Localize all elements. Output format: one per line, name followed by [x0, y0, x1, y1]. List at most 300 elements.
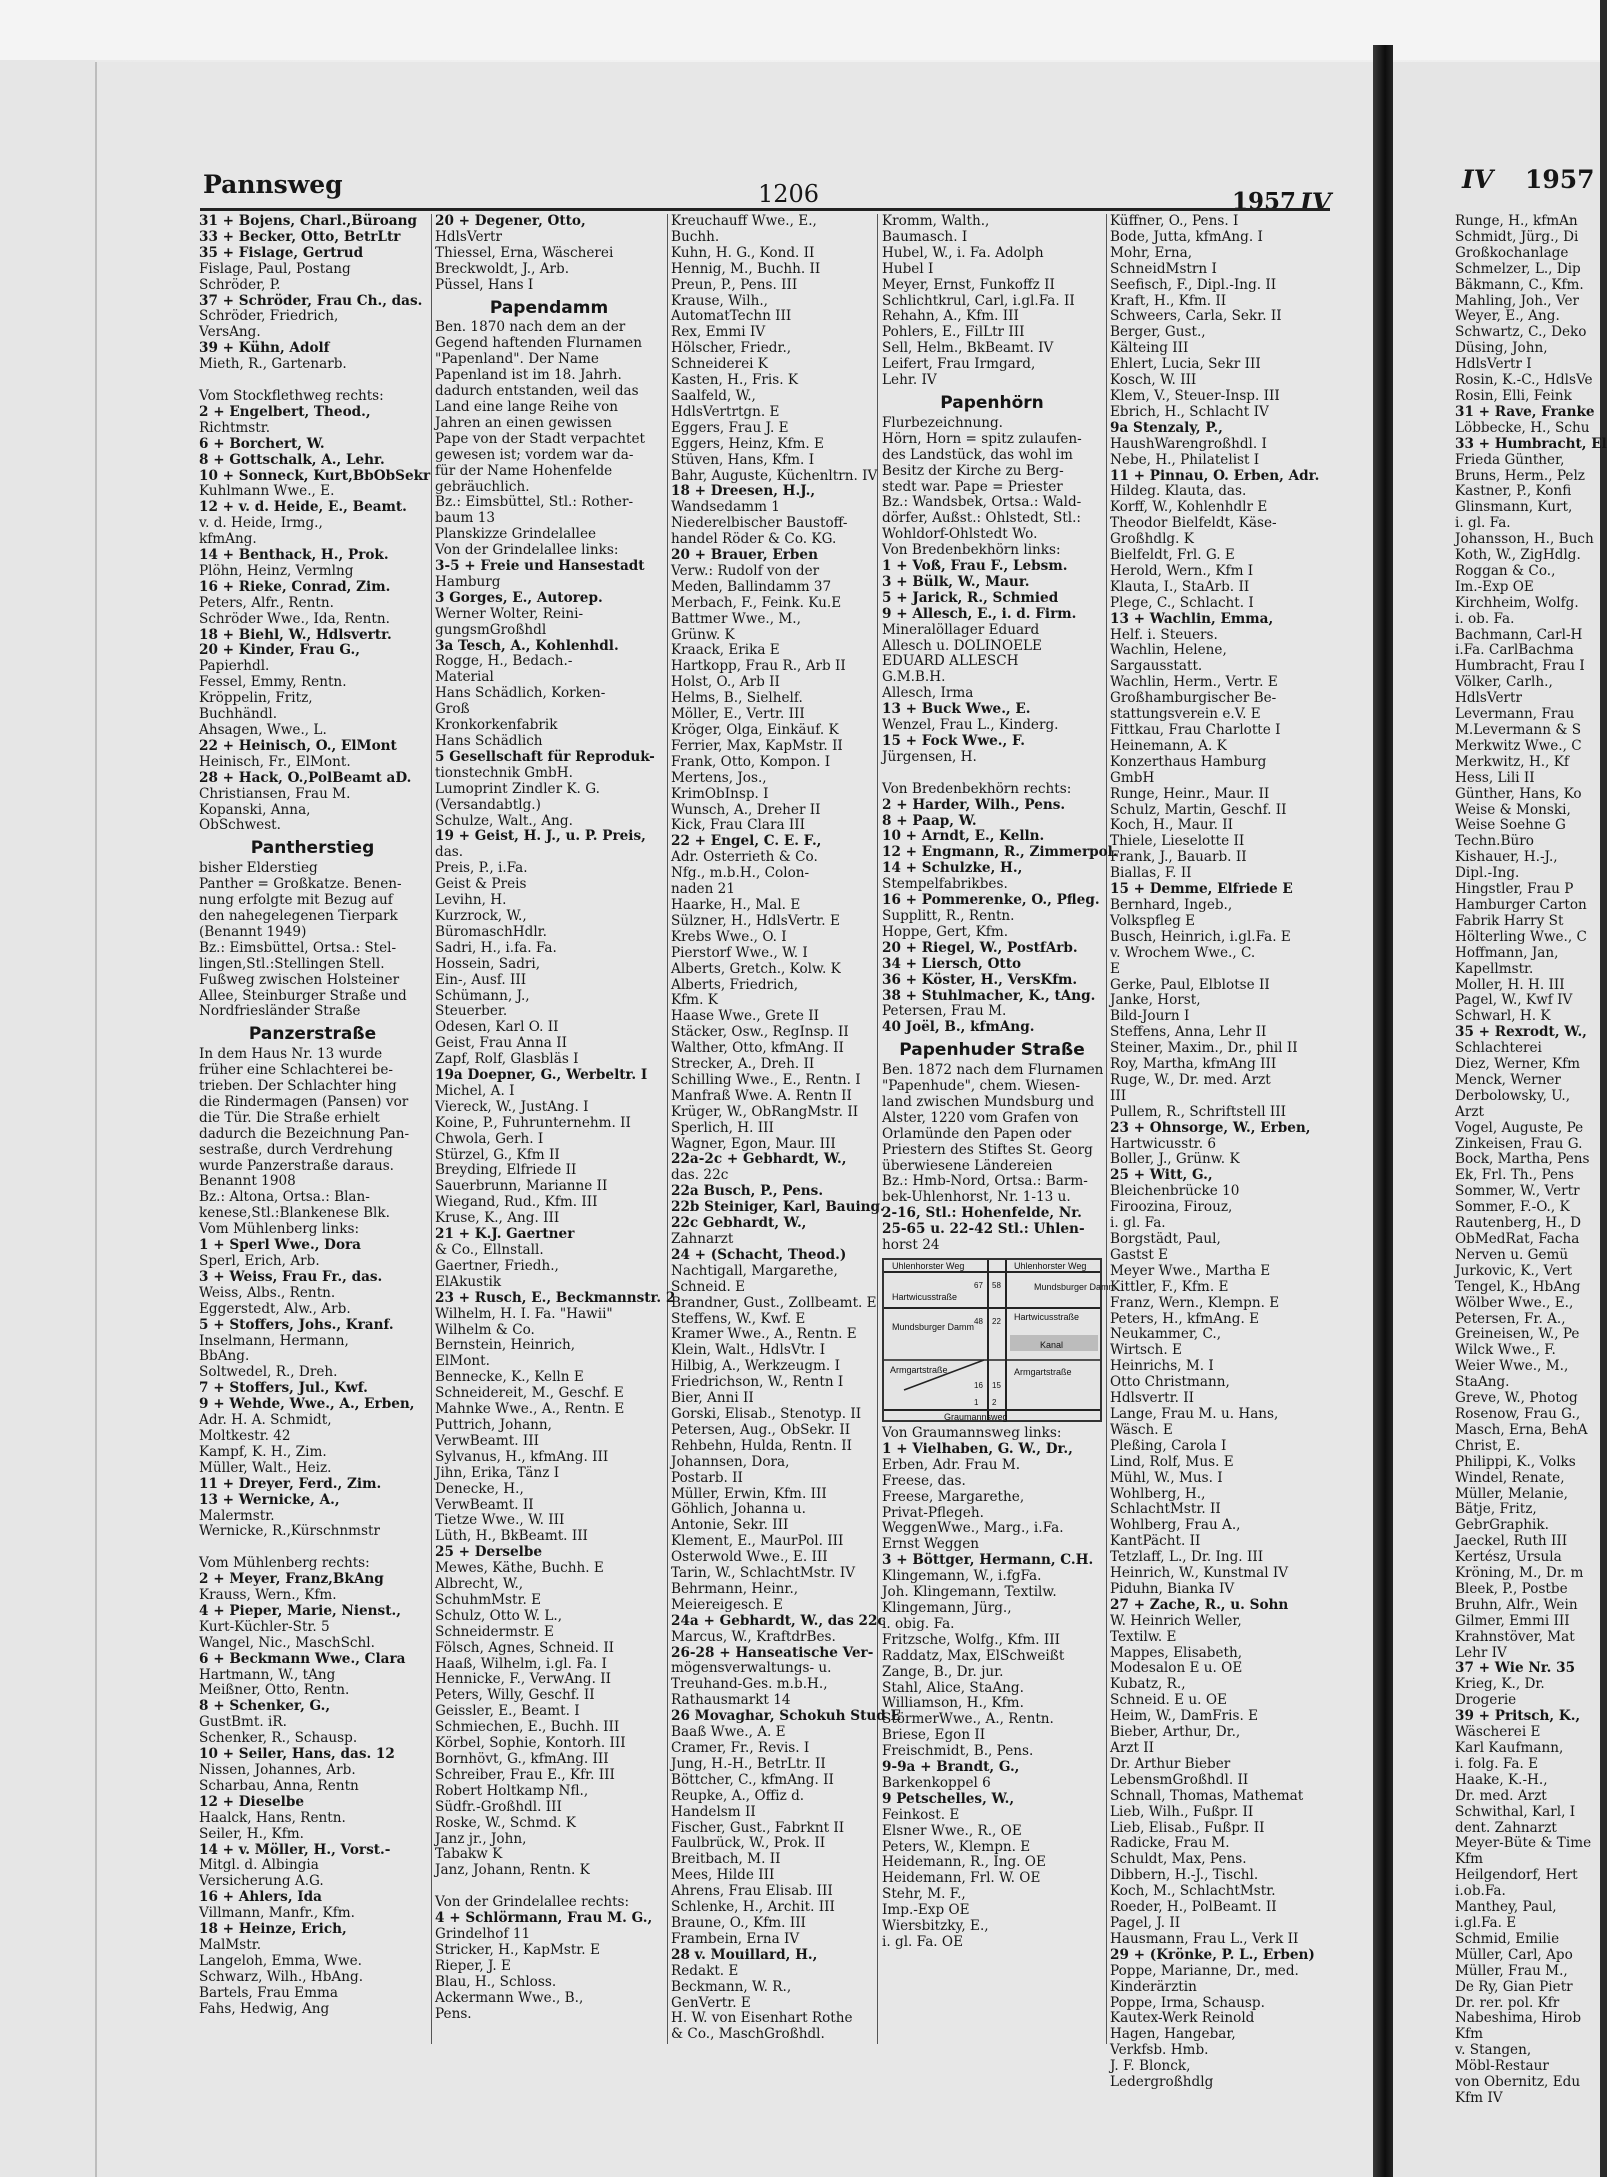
- directory-entry: Nerven u. Gemü: [1455, 1246, 1569, 1263]
- directory-entry: Bz.: Hmb-Nord, Ortsa.: Barm-: [882, 1173, 1088, 1190]
- directory-entry: 2-16, Stl.: Hohenfelde, Nr.: [882, 1205, 1082, 1222]
- directory-entry: Püssel, Hans I: [435, 276, 534, 293]
- directory-entry: Erben, Adr. Frau M.: [882, 1456, 1021, 1473]
- directory-entry: Imp.-Exp OE: [882, 1902, 970, 1919]
- directory-entry: Tetzlaff, L., Dr. Ing. III: [1110, 1549, 1264, 1566]
- directory-entry: Kurt-Küchler-Str. 5: [199, 1618, 330, 1635]
- directory-entry: Vom Stockflethweg rechts:: [199, 387, 384, 404]
- directory-entry: Tietze Wwe., W. III: [435, 1512, 565, 1529]
- directory-entry: Meißner, Otto, Rentn.: [199, 1682, 350, 1699]
- map-street-label: Hartwicusstraße: [892, 1292, 958, 1302]
- street-sketch-map: [884, 1260, 1117, 1422]
- directory-entry: Schenker, R., Schausp.: [199, 1730, 358, 1747]
- directory-entry: Hölscher, Friedr.,: [671, 340, 792, 357]
- directory-entry: 21 + K.J. Gaertner: [435, 1226, 575, 1243]
- directory-entry: Kampf, K. H., Zim.: [199, 1443, 327, 1460]
- directory-entry: StaAng.: [1455, 1374, 1510, 1391]
- directory-entry: Pens.: [435, 2005, 472, 2022]
- directory-entry: Karl Kaufmann,: [1455, 1740, 1564, 1756]
- directory-entry: Bode, Jutta, kfmAng. I: [1110, 228, 1263, 245]
- directory-entry: die Tür. Die Straße erhielt: [199, 1109, 380, 1126]
- directory-entry: 31 + Bojens, Charl.,Büroang: [199, 213, 417, 229]
- directory-entry: Krause, Wilh.,: [671, 292, 769, 309]
- directory-entry: Ben. 1872 nach dem Flurnamen: [882, 1062, 1104, 1079]
- directory-entry: Kfm. K: [671, 992, 718, 1009]
- directory-entry: Plege, C., Schlacht. I: [1110, 594, 1254, 611]
- directory-entry: 25-65 u. 22-42 Stl.: Uhlen-: [882, 1221, 1085, 1238]
- directory-entry: Haarke, H., Mal. E: [671, 896, 801, 913]
- directory-entry: Zange, B., Dr. jur.: [882, 1663, 1004, 1680]
- directory-entry: Düsing, John,: [1455, 340, 1548, 357]
- directory-entry: wurde Panzerstraße daraus.: [199, 1157, 395, 1174]
- directory-entry: Diez, Werner, Kfm: [1455, 1056, 1581, 1073]
- directory-entry: 16 + Pommerenke, O., Pfleg.: [882, 892, 1100, 909]
- column-rule: [431, 214, 432, 2044]
- directory-entry: Puttrich, Johann,: [435, 1416, 553, 1433]
- directory-entry: Petersen, Aug., ObSekr. II: [671, 1421, 851, 1438]
- directory-entry: Schlachterei: [1455, 1040, 1542, 1057]
- directory-entry: Klein, Walt., HdlsVtr. I: [671, 1342, 826, 1359]
- street-heading: Papendamm: [489, 297, 609, 318]
- directory-entry: Werner Wolter, Reini-: [435, 605, 584, 622]
- directory-entry: Bruhn, Alfr., Wein: [1455, 1596, 1578, 1613]
- directory-entry: Wangel, Nic., MaschSchl.: [199, 1634, 375, 1651]
- directory-entry: Flurbezeichnung.: [882, 414, 1003, 431]
- directory-entry: Ernst Weggen: [882, 1536, 980, 1553]
- directory-entry: Glinsmann, Kurt,: [1455, 499, 1573, 516]
- map-street-label: Kanal: [1040, 1340, 1064, 1350]
- directory-entry: Battmer Wwe., M.,: [671, 610, 801, 627]
- directory-entry: Kirchheim, Wolfg.: [1455, 594, 1579, 611]
- map-house-number: 58: [992, 1281, 1001, 1290]
- directory-entry: Kastner, P., Konfi: [1455, 483, 1572, 500]
- directory-entry: BbAng.: [199, 1348, 250, 1365]
- directory-entry: Wäsch. E: [1110, 1421, 1173, 1438]
- street-heading: Papenhuder Straße: [899, 1040, 1085, 1061]
- directory-entry: 18 + Heinze, Erich,: [199, 1921, 347, 1938]
- directory-entry: Lange, Frau M. u. Hans,: [1110, 1405, 1279, 1422]
- directory-entry: Krauss, Wern., Kfm.: [199, 1587, 337, 1604]
- directory-entry: Grindelhof 11: [435, 1925, 531, 1942]
- directory-entry: Hausmann, Frau L., Verk II: [1110, 1930, 1299, 1947]
- map-street-label: Mundsburger Damm: [1034, 1282, 1117, 1292]
- directory-entry: Wunsch, A., Dreher II: [671, 801, 821, 818]
- directory-entry: Stehr, M. F.,: [882, 1886, 966, 1903]
- directory-entry: Friedrichson, W., Rentn I: [671, 1374, 844, 1391]
- directory-entry: 31 + Rave, Franke: [1455, 403, 1595, 420]
- directory-entry: Frieda Günther,: [1455, 451, 1565, 468]
- map-house-number: 22: [992, 1317, 1001, 1326]
- directory-entry: Hans Schädlich, Korken-: [435, 685, 606, 702]
- directory-entry: Greineisen, W., Pe: [1455, 1326, 1580, 1343]
- directory-entry: Johannsen, Dora,: [671, 1453, 790, 1470]
- directory-entry: Wilhelm, H. I. Fa. "Hawii": [435, 1305, 613, 1322]
- directory-entry: Klauta, I., StaArb. II: [1110, 578, 1250, 595]
- directory-entry: 3 Gorges, E., Autorep.: [435, 589, 603, 606]
- directory-entry: 13 + Wernicke, A.,: [199, 1491, 340, 1508]
- directory-entry: Land eine lange Reihe von: [435, 398, 619, 415]
- directory-column-2: [435, 213, 676, 2022]
- directory-entry: Gilmer, Emmi III: [1455, 1612, 1570, 1629]
- map-street-label: Hartwicusstraße: [1014, 1312, 1080, 1322]
- directory-entry: Lieb, Wilh., Fußpr. II: [1110, 1803, 1254, 1820]
- directory-entry: Mees, Hilde III: [671, 1867, 775, 1884]
- directory-entry: Kröppelin, Fritz,: [199, 690, 313, 707]
- directory-entry: 37 + Schröder, Frau Ch., das.: [199, 292, 423, 309]
- directory-entry: 37 + Wie Nr. 35: [1455, 1660, 1576, 1677]
- directory-entry: Albrecht, W.,: [435, 1576, 524, 1593]
- directory-entry: 4 + Schlörmann, Frau M. G.,: [435, 1910, 653, 1927]
- directory-entry: Kramer Wwe., A., Rentn. E: [671, 1326, 857, 1343]
- directory-entry: Rathausmarkt 14: [671, 1692, 791, 1709]
- directory-entry: Allesch u. DOLINOELE: [882, 637, 1042, 654]
- directory-entry: früher eine Schlachterei be-: [199, 1062, 393, 1079]
- directory-entry: nung erfolgte mit Bezug auf: [199, 892, 393, 909]
- directory-entry: Joh. Klingemann, Textilw.: [882, 1584, 1057, 1601]
- directory-entry: Ledergroßhdlg: [1110, 2074, 1214, 2091]
- directory-entry: Wagner, Egon, Maur. III: [671, 1135, 836, 1152]
- directory-entry: Rex, Emmi IV: [671, 324, 766, 341]
- directory-entry: Mappes, Elisabeth,: [1110, 1644, 1243, 1661]
- directory-entry: das. 22c: [671, 1167, 729, 1184]
- directory-entry: [435, 1879, 663, 1895]
- directory-entry: Schuldt, Max, Pens.: [1110, 1851, 1247, 1868]
- directory-entry: Pierstorf Wwe., W. I: [671, 944, 808, 961]
- directory-entry: Sperl, Erich, Arb.: [199, 1253, 320, 1269]
- directory-entry: Roeder, H., PolBeamt. II: [1110, 1899, 1277, 1916]
- directory-entry: Hoppe, Gert, Kfm.: [882, 923, 1009, 940]
- directory-entry: Heinrichs, M. I: [1110, 1358, 1214, 1375]
- directory-entry: Hoffmann, Jan,: [1455, 944, 1559, 961]
- directory-entry: Schilling Wwe., E., Rentn. I: [671, 1071, 861, 1088]
- map-house-number: 15: [992, 1381, 1001, 1390]
- directory-entry: SchuhmMstr. E: [435, 1591, 542, 1608]
- directory-entry: Gaertner, Friedh.,: [435, 1257, 559, 1274]
- directory-entry: Hamburg: [435, 573, 501, 590]
- directory-entry: Klingemann, W., i.fgFa.: [882, 1568, 1042, 1585]
- directory-entry: Manfraß Wwe. A. Rentn II: [671, 1087, 852, 1104]
- directory-entry: 12 + Engmann, R., Zimmerpol.: [882, 844, 1118, 861]
- directory-entry: Schlenke, H., Archit. III: [671, 1899, 835, 1916]
- directory-entry: Christ, E.: [1455, 1437, 1521, 1454]
- directory-entry: Menck, Werner: [1455, 1071, 1561, 1088]
- directory-entry: 40 Joël, B., kfmAng.: [882, 1019, 1035, 1036]
- directory-entry: 15 + Fock Wwe., F.: [882, 733, 1026, 749]
- directory-entry: 28 + Hack, O.,PolBeamt aD.: [199, 769, 412, 786]
- directory-entry: Peters, Alfr., Rentn.: [199, 594, 334, 611]
- directory-entry: Tarin, W., SchlachtMstr. IV: [671, 1565, 856, 1582]
- directory-entry: Material: [435, 669, 494, 686]
- directory-entry: 33 + Humbracht, El: [1455, 435, 1607, 452]
- directory-entry: Lind, Rolf, Mus. E: [1110, 1453, 1234, 1470]
- directory-entry: Arzt: [1455, 1103, 1484, 1120]
- directory-entry: Blau, H., Schloss.: [435, 1973, 557, 1990]
- directory-entry: Faulbrück, W., Prok. II: [671, 1835, 826, 1852]
- directory-entry: Merkwitz, H., Kf: [1455, 753, 1569, 770]
- directory-entry: Eggers, Frau J. E: [671, 419, 789, 436]
- directory-entry: Weise Soehne G: [1455, 817, 1566, 834]
- directory-entry: Bennecke, K., Kelln E: [435, 1369, 584, 1386]
- directory-entry: dadurch die Bezeichnung Pan-: [199, 1125, 410, 1142]
- directory-entry: Poppe, Marianne, Dr., med.: [1110, 1962, 1299, 1979]
- directory-entry: Meiereigesch. E: [671, 1596, 783, 1613]
- header-rule: [200, 208, 1330, 211]
- directory-entry: Otto Christmann,: [1110, 1374, 1230, 1391]
- directory-entry: Freese, das.: [882, 1472, 966, 1489]
- directory-entry: Franz, Wern., Klempn. E: [1110, 1294, 1280, 1311]
- directory-entry: mögensverwaltungs- u.: [671, 1660, 832, 1677]
- directory-entry: Braune, O., Kfm. III: [671, 1914, 806, 1931]
- directory-entry: Lumoprint Zindler K. G.: [435, 780, 600, 797]
- directory-entry: Sauerbrunn, Marianne II: [435, 1178, 608, 1195]
- directory-entry: Wirtsch. E: [1110, 1342, 1182, 1359]
- directory-entry: Ackermann Wwe., B.,: [435, 1989, 584, 2006]
- directory-entry: Peters, H., kfmAng. E: [1110, 1310, 1260, 1327]
- directory-entry: i. gl. Fa. OE: [882, 1934, 964, 1950]
- directory-entry: Wachlin, Helene,: [1110, 642, 1227, 659]
- directory-entry: 2 + Engelbert, Theod.,: [199, 403, 371, 420]
- directory-entry: naden 21: [671, 881, 735, 898]
- directory-entry: Holst, O., Arb II: [671, 674, 780, 691]
- directory-entry: Windel, Renate,: [1455, 1469, 1565, 1486]
- directory-entry: Bleek, P., Postbe: [1455, 1580, 1568, 1597]
- directory-entry: Neukammer, C.,: [1110, 1326, 1222, 1343]
- directory-entry: Stricker, H., KapMstr. E: [435, 1941, 600, 1958]
- street-map-box: [882, 1258, 1117, 1422]
- directory-entry: Eggerstedt, Alw., Arb.: [199, 1300, 351, 1317]
- directory-entry: Sommer, F.-O., K: [1455, 1199, 1570, 1216]
- directory-entry: Geissler, E., Beamt. I: [435, 1703, 580, 1720]
- directory-entry: Merbach, F., Feink. Ku.E: [671, 594, 842, 611]
- directory-entry: Rosin, Elli, Feink: [1455, 387, 1572, 404]
- directory-entry: 16 + Ahlers, Ida: [199, 1889, 322, 1906]
- directory-entry: Papenland ist im 18. Jahrh.: [435, 367, 622, 384]
- directory-entry: Piduhn, Bianka IV: [1110, 1580, 1235, 1597]
- directory-entry: Schulze, Walt., Ang.: [435, 812, 573, 829]
- directory-entry: Cramer, Fr., Revis. I: [671, 1740, 810, 1756]
- directory-entry: Stüven, Hans, Kfm. I: [671, 451, 815, 468]
- directory-entry: Schneidermstr. E: [435, 1623, 554, 1640]
- directory-entry: Hennig, M., Buchh. II: [671, 260, 821, 277]
- directory-entry: Allesch, Irma: [882, 685, 974, 702]
- directory-entry: III: [1110, 1087, 1127, 1104]
- directory-entry: J. F. Blonck,: [1110, 2058, 1191, 2075]
- directory-entry: Hubel I: [882, 260, 934, 277]
- directory-entry: Pullem, R., Schriftstell III: [1110, 1103, 1287, 1120]
- directory-entry: Eggers, Heinz, Kfm. E: [671, 435, 824, 452]
- directory-entry: Allee, Steinburger Straße und: [199, 987, 407, 1004]
- directory-entry: Stahl, Alice, StaAng.: [882, 1679, 1024, 1696]
- map-street-label: Armgartstraße: [890, 1365, 948, 1375]
- directory-entry: Scharbau, Anna, Rentn: [199, 1777, 359, 1794]
- directory-entry: 8 + Paap, W.: [882, 812, 977, 829]
- directory-entry: 13 + Wachlin, Emma,: [1110, 610, 1274, 627]
- directory-entry: Lehr IV: [1455, 1644, 1507, 1661]
- directory-entry: Schlichtkrul, Carl, i.gl.Fa. II: [882, 292, 1075, 309]
- directory-entry: StörmerWwe., A., Rentn.: [882, 1711, 1054, 1728]
- directory-entry: Heinemann, A. K: [1110, 737, 1227, 754]
- directory-entry: 36 + Köster, H., VersKfm.: [882, 971, 1078, 988]
- directory-entry: Mahnke Wwe., A., Rentn. E: [435, 1401, 625, 1418]
- directory-entry: Leifert, Frau Irmgard,: [882, 356, 1036, 373]
- directory-entry: Rosin, K.-C., HdlsVe: [1455, 372, 1593, 389]
- directory-entry: 5 + Jarick, R., Schmied: [882, 589, 1059, 606]
- directory-entry: Vom Mühlenberg links:: [199, 1221, 360, 1238]
- directory-entry: Pohlers, E., FilLtr III: [882, 324, 1025, 341]
- directory-entry: Ehlert, Lucia, Sekr III: [1110, 356, 1261, 373]
- directory-entry: E: [1110, 960, 1120, 977]
- directory-entry: 9 Petschelles, W.,: [882, 1790, 1015, 1807]
- directory-entry: stedt war. Pape = Priester: [882, 478, 1063, 495]
- directory-entry: Pagel, W., Kwf IV: [1455, 992, 1573, 1009]
- directory-entry: Versicherung A.G.: [199, 1873, 324, 1890]
- directory-entry: Thiele, Lieselotte II: [1110, 833, 1245, 850]
- directory-entry: Plöhn, Heinz, Vermlng: [199, 562, 354, 579]
- directory-entry: Papierhdl.: [199, 658, 270, 675]
- running-head-year: 1957: [1232, 188, 1297, 215]
- directory-entry: Behrmann, Heinr.,: [671, 1580, 799, 1597]
- directory-entry: Fabrik Harry St: [1455, 912, 1564, 929]
- directory-entry: Koch, M., SchlachtMstr.: [1110, 1883, 1276, 1900]
- directory-entry: Weise & Monski,: [1455, 801, 1571, 818]
- directory-entry: HaushWarengroßhdl. I: [1110, 435, 1267, 452]
- directory-entry: Sommer, W., Vertr: [1455, 1183, 1580, 1200]
- directory-entry: 9a Stenzaly, P.,: [1110, 419, 1223, 436]
- directory-entry: SchneidMstrn I: [1110, 260, 1217, 277]
- directory-entry: Bernhard, Ingeb.,: [1110, 896, 1233, 913]
- directory-entry: Preun, P., Pens. III: [671, 276, 798, 293]
- directory-entry: 12 + v. d. Heide, E., Beamt.: [199, 499, 407, 516]
- directory-entry: Sülzner, H., HdlsVertr. E: [671, 912, 840, 929]
- directory-entry: lingen,Stl.:Stellingen Stell.: [199, 955, 385, 972]
- directory-entry: Küffner, O., Pens. I: [1110, 213, 1239, 229]
- directory-entry: v. Wrochem Wwe., C.: [1110, 944, 1256, 961]
- directory-entry: WeggenWwe., Marg., i.Fa.: [882, 1520, 1064, 1537]
- directory-entry: Dr. rer. pol. Kfr: [1455, 1994, 1560, 2011]
- directory-entry: 22 + Engel, C. E. F.,: [671, 833, 822, 850]
- directory-entry: Schwartz, C., Deko: [1455, 324, 1587, 341]
- directory-entry: 2 + Meyer, Franz,BkAng: [199, 1571, 384, 1588]
- directory-entry: Günther, Hans, Ko: [1455, 785, 1582, 802]
- directory-entry: Kfm IV: [1455, 2089, 1503, 2106]
- directory-entry: 16 + Rieke, Conrad, Zim.: [199, 578, 391, 595]
- directory-entry: Theodor Bielfeldt, Käse-: [1110, 515, 1277, 532]
- directory-entry: Helms, B., Sielhelf.: [671, 690, 803, 707]
- directory-entry: Schulz, Otto W. L.,: [435, 1607, 563, 1624]
- directory-entry: Viereck, W., JustAng. I: [435, 1098, 589, 1115]
- directory-entry: 18 + Biehl, W., Hdlsvertr.: [199, 626, 392, 643]
- directory-entry: 20 + Kinder, Frau G.,: [199, 642, 361, 659]
- directory-entry: "Papenland". Der Name: [435, 351, 599, 368]
- directory-entry: Sylvanus, H., kfmAng. III: [435, 1448, 609, 1465]
- directory-entry: Derbolowsky, U.,: [1455, 1087, 1571, 1104]
- directory-entry: 1 + Voß, Frau F., Lebsm.: [882, 558, 1068, 575]
- map-house-number: 48: [974, 1317, 983, 1326]
- directory-entry: 7 + Stoffers, Jul., Kwf.: [199, 1380, 368, 1397]
- directory-entry: Nebe, H., Philatelist I: [1110, 451, 1260, 468]
- directory-entry: Panther = Großkatze. Benen-: [199, 876, 402, 893]
- directory-entry: & Co., MaschGroßhdl.: [671, 2026, 825, 2043]
- directory-entry: HdlsVertr I: [1455, 356, 1532, 373]
- directory-entry: Hartkopp, Frau R., Arb II: [671, 658, 846, 675]
- directory-entry: Hilbig, A., Werkzeugm. I: [671, 1358, 840, 1375]
- directory-entry: 15 + Demme, Elfriede E: [1110, 881, 1293, 898]
- directory-entry: Petersen, Fr. A.,: [1455, 1310, 1566, 1327]
- directory-entry: GebrGraphik.: [1455, 1517, 1549, 1534]
- directory-entry: Konzerthaus Hamburg: [1110, 753, 1267, 770]
- directory-entry: H. W. von Eisenhart Rothe: [671, 2010, 853, 2027]
- directory-entry: Arzt II: [1110, 1740, 1155, 1756]
- directory-entry: Wohlberg, H.,: [1110, 1485, 1206, 1502]
- directory-entry: G.M.B.H.: [882, 669, 946, 686]
- directory-entry: Christiansen, Frau M.: [199, 785, 351, 802]
- directory-entry: Denecke, H.,: [435, 1480, 524, 1497]
- directory-entry: 8 + Schenker, G.,: [199, 1698, 331, 1715]
- directory-entry: gewesen ist; vordem war da-: [435, 446, 634, 463]
- directory-entry: 3-5 + Freie und Hansestadt: [435, 558, 645, 575]
- map-house-number: 1: [974, 1398, 979, 1407]
- directory-entry: Odesen, Karl O. II: [435, 1019, 559, 1036]
- directory-entry: Niederelbischer Baustoff-: [671, 515, 848, 532]
- directory-entry: Mineralöllager Eduard: [882, 621, 1040, 638]
- directory-entry: Kosch, W. III: [1110, 372, 1197, 389]
- directory-entry: Nissen, Johannes, Arb.: [199, 1762, 356, 1778]
- directory-entry: Kopanski, Anna,: [199, 801, 311, 818]
- directory-entry: Poppe, Irma, Schausp.: [1110, 1994, 1265, 2011]
- directory-entry: 19 + Geist, H. J., u. P. Preis,: [435, 828, 646, 845]
- directory-entry: 23 + Rusch, E., Beckmannstr. 2: [435, 1289, 676, 1306]
- directory-entry: Janz, Johann, Rentn. K: [435, 1862, 590, 1879]
- directory-entry: Bahr, Auguste, Küchenltrn. IV: [671, 467, 878, 484]
- directory-entry: Kälteing III: [1110, 340, 1189, 357]
- directory-entry: Kfm: [1455, 1851, 1484, 1868]
- directory-entry: Strecker, A., Dreh. II: [671, 1056, 815, 1073]
- directory-entry: 33 + Becker, Otto, BetrLtr: [199, 228, 401, 245]
- directory-entry: Langeloh, Emma, Wwe.: [199, 1952, 362, 1969]
- directory-entry: Freischmidt, B., Pens.: [882, 1743, 1034, 1760]
- directory-entry: 28 v. Mouillard, H.,: [671, 1946, 818, 1963]
- directory-entry: land zwischen Mundsburg und: [882, 1093, 1095, 1110]
- directory-entry: Bz.: Eimsbüttel, Ortsa.: Stel-: [199, 939, 397, 956]
- column-rule: [667, 214, 668, 2044]
- column-rule: [877, 214, 878, 2044]
- directory-entry: Malermstr.: [199, 1507, 275, 1524]
- directory-entry: 26-28 + Hanseatische Ver-: [671, 1644, 874, 1661]
- directory-entry: Richtmstr.: [199, 419, 271, 436]
- directory-entry: Heinisch, Fr., ElMont.: [199, 753, 351, 770]
- directory-entry: kfmAng.: [199, 531, 257, 548]
- directory-entry: Feinkost. E: [882, 1806, 960, 1823]
- directory-entry: ObMedRat, Facha: [1455, 1231, 1580, 1247]
- directory-entry: Schröder Wwe., Ida, Rentn.: [199, 610, 390, 627]
- directory-entry: Völker, Carlh.,: [1455, 674, 1553, 691]
- directory-entry: Buchhändl.: [199, 706, 278, 723]
- directory-entry: Briese, Egon II: [882, 1727, 986, 1744]
- map-house-number: 2: [992, 1398, 997, 1407]
- right-page-column: [1455, 214, 1605, 2107]
- directory-entry: 22a Busch, P., Pens.: [671, 1183, 824, 1200]
- directory-entry: i.Fa. CarlBachma: [1455, 642, 1574, 659]
- directory-entry: Groß: [435, 701, 470, 718]
- directory-entry: Böttcher, C., kfmAng. II: [671, 1771, 834, 1788]
- directory-entry: VerwBeamt. III: [435, 1432, 539, 1449]
- directory-entry: Firoozina, Firouz,: [1110, 1199, 1233, 1216]
- directory-entry: bisher Elderstieg: [199, 860, 318, 877]
- directory-entry: Bz.: Altona, Ortsa.: Blan-: [199, 1189, 370, 1206]
- directory-entry: Ein-, Ausf. III: [435, 971, 527, 988]
- directory-entry: Müller, Walt., Heiz.: [199, 1459, 332, 1476]
- directory-entry: Kuhlmann Wwe., E.: [199, 483, 335, 500]
